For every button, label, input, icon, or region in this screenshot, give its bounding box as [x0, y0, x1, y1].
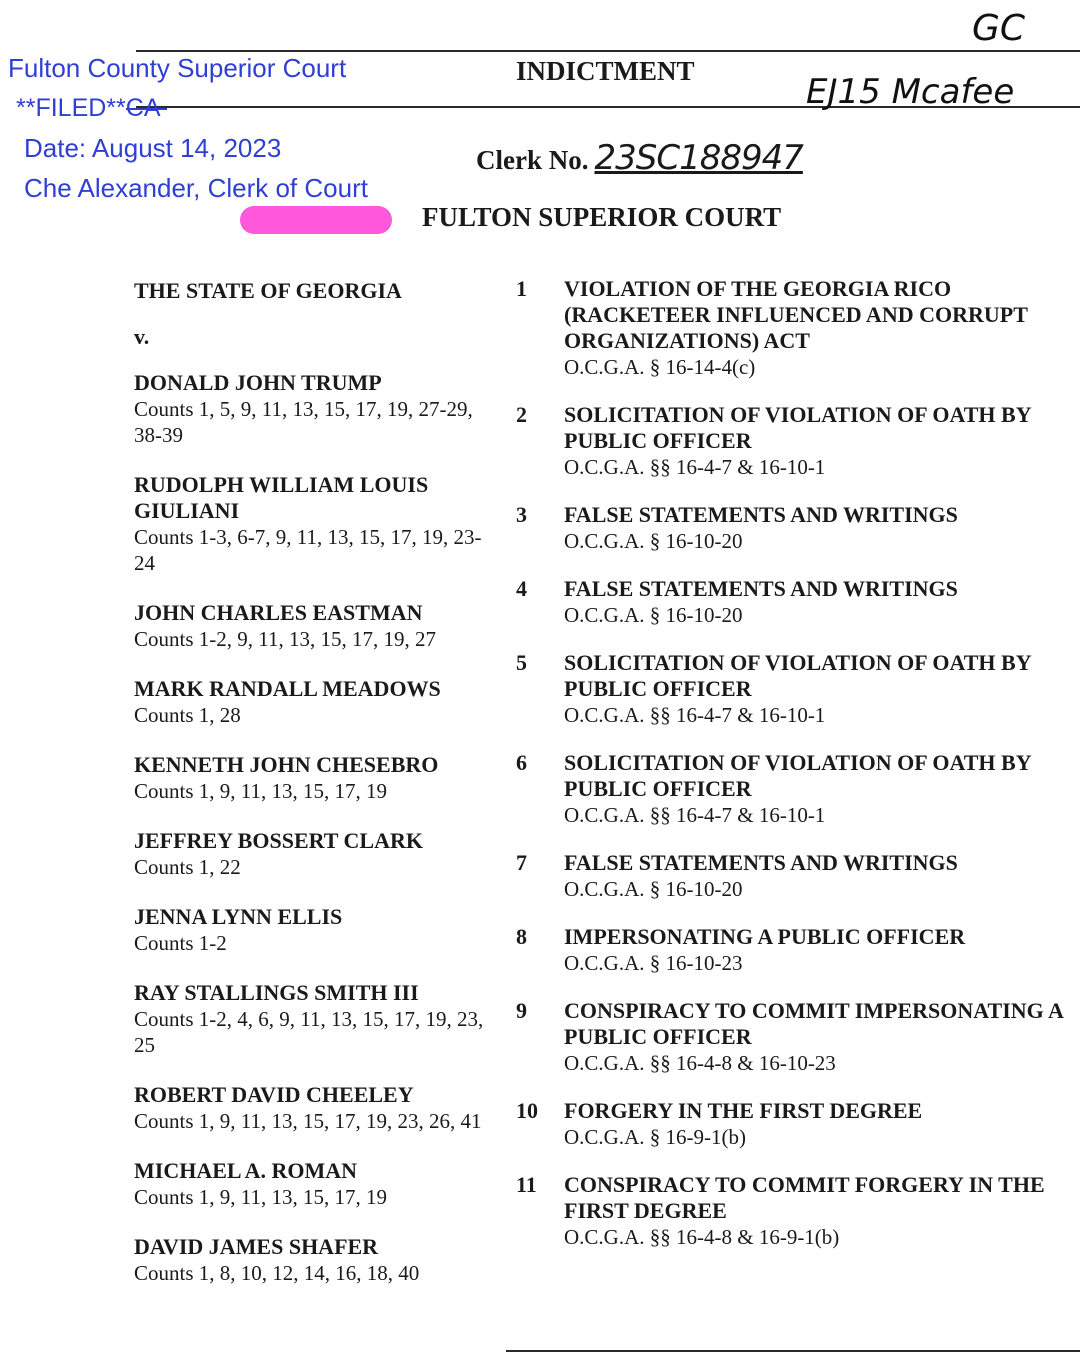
count-entry — [512, 576, 1072, 628]
defendant-entry — [134, 676, 494, 728]
count-number: 8 — [516, 924, 527, 949]
count-body — [564, 402, 1072, 480]
count-number: 9 — [516, 998, 527, 1023]
defendant-entry — [134, 472, 494, 576]
count-entry — [512, 650, 1072, 728]
stamp-clerk: Che Alexander, Clerk of Court — [24, 173, 368, 203]
count-entry — [512, 750, 1072, 828]
clerk-number: 23SC188947 — [594, 138, 803, 178]
count-title: SOLICITATION OF VIOLATION OF OATH BY PUBLIC OFFICER — [564, 402, 1031, 453]
count-title: FALSE STATEMENTS AND WRITINGS — [564, 850, 958, 875]
handwriting-case: EJ15 Mcafee — [806, 72, 1015, 112]
defendant-entry — [134, 980, 494, 1058]
count-title: IMPERSONATING A PUBLIC OFFICER — [564, 924, 966, 949]
count-entry — [512, 998, 1072, 1076]
versus: v. — [134, 324, 150, 349]
count-title: VIOLATION OF THE GEORGIA RICO (RACKETEER INFLUENCED AND CORRUPT ORGANIZATIONS) ACT — [564, 276, 1028, 353]
defendant-entry — [134, 752, 494, 804]
defendant-counts: Counts 1, 8, 10, 12, 14, 16, 18, 40 — [134, 1261, 420, 1285]
count-entry — [512, 502, 1072, 554]
count-number: 6 — [516, 750, 527, 775]
defendant-name: KENNETH JOHN CHESEBRO — [134, 752, 439, 777]
defendants-list — [134, 370, 494, 1286]
defendant-name: DONALD JOHN TRUMP — [134, 370, 382, 395]
count-number: 10 — [516, 1098, 538, 1123]
count-citation: O.C.G.A. § 16-14-4(c) — [564, 355, 756, 379]
count-citation: O.C.G.A. §§ 16-4-7 & 16-10-1 — [564, 703, 826, 727]
count-body — [564, 924, 1072, 976]
defendant-counts: Counts 1, 9, 11, 13, 15, 17, 19, 23, 26, 41 — [134, 1109, 482, 1133]
count-number: 3 — [516, 502, 527, 527]
defendant-name: JOHN CHARLES EASTMAN — [134, 600, 423, 625]
stamp-filed-initials: CA — [126, 88, 161, 128]
count-citation: O.C.G.A. § 16-10-23 — [564, 951, 743, 975]
clerk-label: Clerk No. — [476, 145, 589, 175]
defendant-counts: Counts 1, 22 — [134, 855, 241, 879]
defendant-counts: Counts 1-2, 9, 11, 13, 15, 17, 19, 27 — [134, 627, 436, 651]
handwriting-gc: GC — [972, 8, 1026, 49]
defendant-entry — [134, 370, 494, 448]
count-number: 4 — [516, 576, 527, 601]
count-entry — [512, 1172, 1072, 1250]
defendant-entry — [134, 1234, 494, 1286]
defendants-column — [134, 276, 494, 1310]
count-entry — [512, 850, 1072, 902]
stamp-date: Date: August 14, 2023 — [24, 133, 282, 163]
count-number: 11 — [516, 1172, 537, 1197]
count-entry — [512, 1098, 1072, 1150]
defendant-entry — [134, 1158, 494, 1210]
count-entry — [512, 924, 1072, 976]
count-citation: O.C.G.A. §§ 16-4-7 & 16-10-1 — [564, 803, 826, 827]
count-body — [564, 576, 1072, 628]
document-title: INDICTMENT — [516, 56, 695, 86]
count-body — [564, 276, 1072, 380]
redaction-highlight — [240, 206, 392, 234]
count-citation: O.C.G.A. § 16-10-20 — [564, 603, 743, 627]
stamp-filed-label: **FILED** — [16, 94, 126, 122]
state-caption: THE STATE OF GEORGIA — [134, 278, 402, 303]
count-body — [564, 850, 1072, 902]
count-entry — [512, 276, 1072, 380]
defendant-counts: Counts 1, 9, 11, 13, 15, 17, 19 — [134, 1185, 387, 1209]
counts-column — [512, 276, 1072, 1272]
defendant-name: RUDOLPH WILLIAM LOUIS GIULIANI — [134, 472, 429, 523]
bottom-rule — [506, 1350, 1080, 1352]
court-name: FULTON SUPERIOR COURT — [422, 202, 782, 232]
count-citation: O.C.G.A. §§ 16-4-8 & 16-10-23 — [564, 1051, 836, 1075]
count-body — [564, 750, 1072, 828]
defendant-entry — [134, 904, 494, 956]
count-title: SOLICITATION OF VIOLATION OF OATH BY PUBLIC OFFICER — [564, 750, 1031, 801]
defendant-name: ROBERT DAVID CHEELEY — [134, 1082, 414, 1107]
count-citation: O.C.G.A. § 16-10-20 — [564, 877, 743, 901]
count-entry — [512, 402, 1072, 480]
stamp-filed — [8, 88, 428, 128]
count-title: FALSE STATEMENTS AND WRITINGS — [564, 576, 958, 601]
count-title: SOLICITATION OF VIOLATION OF OATH BY PUBLIC OFFICER — [564, 650, 1031, 701]
count-title: CONSPIRACY TO COMMIT IMPERSONATING A PUBLIC OFFICER — [564, 998, 1063, 1049]
defendant-name: RAY STALLINGS SMITH III — [134, 980, 419, 1005]
count-number: 5 — [516, 650, 527, 675]
defendant-counts: Counts 1, 9, 11, 13, 15, 17, 19 — [134, 779, 387, 803]
defendant-entry — [134, 828, 494, 880]
count-citation: O.C.G.A. §§ 16-4-7 & 16-10-1 — [564, 455, 826, 479]
count-body — [564, 502, 1072, 554]
clerk-number-line — [476, 138, 803, 178]
count-number: 7 — [516, 850, 527, 875]
defendant-name: MARK RANDALL MEADOWS — [134, 676, 441, 701]
count-body — [564, 1098, 1072, 1150]
count-title: FORGERY IN THE FIRST DEGREE — [564, 1098, 923, 1123]
count-number: 2 — [516, 402, 527, 427]
count-citation: O.C.G.A. § 16-9-1(b) — [564, 1125, 746, 1149]
count-number: 1 — [516, 276, 527, 301]
defendant-counts: Counts 1-3, 6-7, 9, 11, 13, 15, 17, 19, 23-24 — [134, 525, 482, 575]
count-body — [564, 650, 1072, 728]
count-citation: O.C.G.A. § 16-10-20 — [564, 529, 743, 553]
count-body — [564, 998, 1072, 1076]
counts-list — [512, 276, 1072, 1250]
defendant-name: MICHAEL A. ROMAN — [134, 1158, 358, 1183]
defendant-counts: Counts 1, 5, 9, 11, 13, 15, 17, 19, 27-29, 38-39 — [134, 397, 473, 447]
defendant-counts: Counts 1-2, 4, 6, 9, 11, 13, 15, 17, 19, 23, 25 — [134, 1007, 484, 1057]
defendant-counts: Counts 1, 28 — [134, 703, 241, 727]
defendant-name: JENNA LYNN ELLIS — [134, 904, 343, 929]
defendant-name: DAVID JAMES SHAFER — [134, 1234, 379, 1259]
defendant-counts: Counts 1-2 — [134, 931, 227, 955]
stamp-court: Fulton County Superior Court — [8, 53, 347, 83]
count-body — [564, 1172, 1072, 1250]
count-title: FALSE STATEMENTS AND WRITINGS — [564, 502, 958, 527]
defendant-entry — [134, 1082, 494, 1134]
defendant-name: JEFFREY BOSSERT CLARK — [134, 828, 423, 853]
count-title: CONSPIRACY TO COMMIT FORGERY IN THE FIRST DEGREE — [564, 1172, 1045, 1223]
defendant-entry — [134, 600, 494, 652]
count-citation: O.C.G.A. §§ 16-4-8 & 16-9-1(b) — [564, 1225, 840, 1249]
filing-stamp — [8, 48, 428, 208]
